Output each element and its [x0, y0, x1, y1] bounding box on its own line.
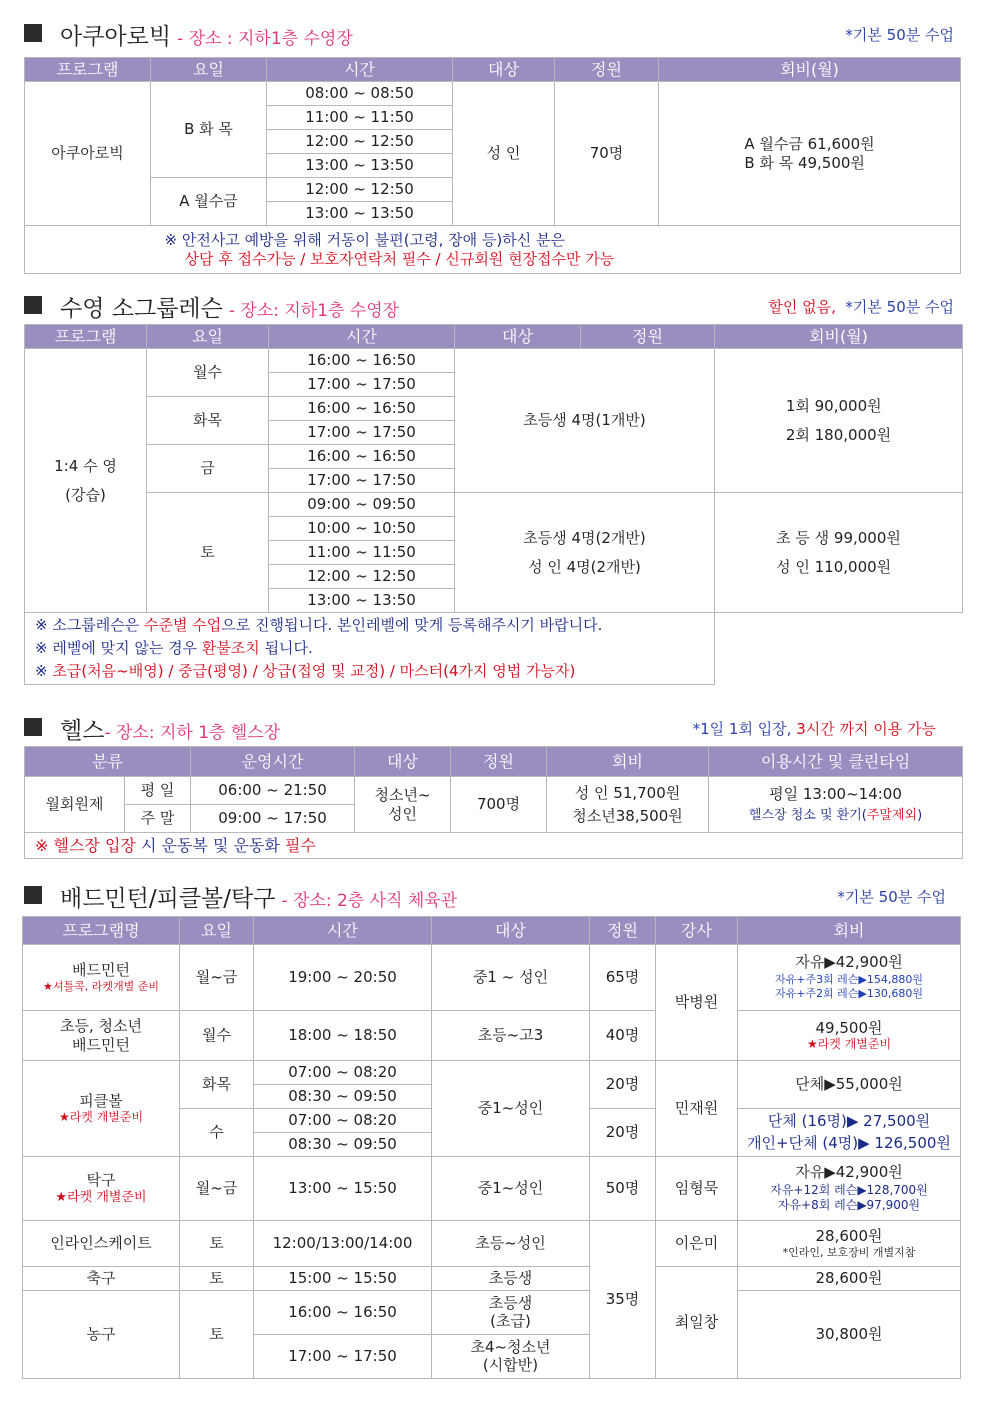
capacity-cell: 65명: [590, 945, 656, 1011]
table-row: [23, 1157, 961, 1221]
section-title: 수영 소그룹레슨: [60, 296, 223, 322]
day-cell: 주 말: [125, 805, 191, 833]
coach-cell: 민재원: [656, 1061, 738, 1157]
section-location: - 장소: 지하1층 수영장: [228, 301, 400, 321]
time-cell: 16:00 ~ 16:50: [269, 445, 455, 469]
time-cell: 17:00 ~ 17:50: [269, 469, 455, 493]
coach-cell: 임형묵: [656, 1157, 738, 1221]
program-cell: 초등, 청소년 배드민턴: [23, 1011, 180, 1061]
target-cell: 초등~고3: [432, 1011, 590, 1061]
table-header-row: [25, 325, 963, 349]
day-cell: 토: [180, 1221, 254, 1267]
program-cell: 배드민턴 ★셔틀콕, 라켓개별 준비: [23, 945, 180, 1011]
target-cell: 중1~성인: [432, 1157, 590, 1221]
time-cell: 08:30 ~ 09:50: [254, 1133, 432, 1157]
header-cell: 회비: [547, 747, 709, 777]
time-cell: 13:00 ~ 13:50: [269, 589, 455, 613]
time-cell: 16:00 ~ 16:50: [254, 1291, 432, 1335]
header-cell: 분류: [25, 747, 191, 777]
header-cell: 정원: [581, 325, 715, 349]
table-row: [23, 1291, 961, 1335]
target-cell: 초등생: [432, 1267, 590, 1291]
fee-cell: 단체 (16명)▶ 27,500원 개인+단체 (4명)▶ 126,500원: [738, 1109, 961, 1157]
capacity-cell: 20명: [590, 1109, 656, 1157]
time-cell: 19:00 ~ 20:50: [254, 945, 432, 1011]
target-cell: 중1 ~ 성인: [432, 945, 590, 1011]
capacity-cell: 50명: [590, 1157, 656, 1221]
header-cell: 운영시간: [191, 747, 355, 777]
day-cell: 토: [180, 1291, 254, 1379]
category-cell: 월회원제: [25, 777, 125, 833]
header-cell: 프로그램명: [23, 917, 180, 945]
aquarobic-table: [24, 57, 961, 274]
time-cell: 09:00 ~ 09:50: [269, 493, 455, 517]
no-discount-note: 할인 없음,: [768, 298, 836, 316]
target-cell: 청소년~ 성인: [355, 777, 451, 833]
clean-time-cell: 평일 13:00~14:00 헬스장 청소 및 환기(주말제외): [709, 777, 963, 833]
target-cell: 초등~성인: [432, 1221, 590, 1267]
capacity-cell: 700명: [451, 777, 547, 833]
section-location: - 장소: 2층 사직 체육관: [281, 891, 458, 911]
target-cell: 초등생 (초급): [432, 1291, 590, 1335]
sports-section-header: [24, 880, 964, 912]
time-cell: 11:00 ~ 11:50: [267, 106, 453, 130]
capacity-cell: 20명: [590, 1061, 656, 1109]
swim-section-header: [24, 290, 964, 322]
section-location: - 장소: 지하 1층 헬스장: [104, 723, 281, 743]
fee-cell: 자유▶42,900원 자유+주3회 레슨▶154,880원 자유+주2회 레슨▶130,680원: [738, 945, 961, 1011]
fee-cell: [659, 82, 961, 226]
target-cell: 초등생 4명(2개반) 성 인 4명(2개반): [455, 493, 715, 613]
time-cell: 07:00 ~ 08:20: [254, 1109, 432, 1133]
table-row: [25, 777, 963, 805]
time-cell: 16:00 ~ 16:50: [269, 397, 455, 421]
header-cell: 회비(월): [715, 325, 963, 349]
time-cell: 12:00 ~ 12:50: [267, 178, 453, 202]
day-cell: 월수: [147, 349, 269, 397]
header-cell: 이용시간 및 클린타임: [709, 747, 963, 777]
day-cell: 평 일: [125, 777, 191, 805]
section-note: *1일 1회 입장,: [692, 720, 797, 738]
time-cell: 13:00 ~ 13:50: [267, 154, 453, 178]
target-cell: 성 인: [453, 82, 555, 226]
header-cell: 대상: [453, 58, 555, 82]
target-cell: 초등생 4명(1개반): [455, 349, 715, 493]
header-cell: 대상: [432, 917, 590, 945]
note-line: 상담 후 접수가능 / 보호자연락처 필수 / 신규회원 현장접수만 가능: [184, 249, 615, 268]
time-cell: 17:00 ~ 17:50: [254, 1335, 432, 1379]
time-cell: 18:00 ~ 18:50: [254, 1011, 432, 1061]
day-cell: B 화 목: [151, 82, 267, 178]
day-cell: 월~금: [180, 1157, 254, 1221]
header-cell: 대상: [455, 325, 581, 349]
square-bullet-icon: [24, 296, 42, 314]
target-cell: 중1~성인: [432, 1061, 590, 1157]
time-cell: 12:00/13:00/14:00: [254, 1221, 432, 1267]
table-header-row: [23, 917, 961, 945]
table-row: [23, 1011, 961, 1061]
capacity-cell: 40명: [590, 1011, 656, 1061]
day-cell: 토: [147, 493, 269, 613]
health-table: [24, 746, 963, 859]
capacity-cell: 35명: [590, 1221, 656, 1379]
program-cell: 피클볼 ★라켓 개별준비: [23, 1061, 180, 1157]
header-cell: 요일: [147, 325, 269, 349]
time-cell: 07:00 ~ 08:20: [254, 1061, 432, 1085]
table-row: [25, 82, 961, 106]
header-cell: 프로그램: [25, 325, 147, 349]
time-cell: 15:00 ~ 15:50: [254, 1267, 432, 1291]
notes-cell: ※ 헬스장 입장 시 운동복 및 운동화 필수: [25, 833, 963, 859]
time-cell: 13:00 ~ 13:50: [267, 202, 453, 226]
program-cell: 축구: [23, 1267, 180, 1291]
target-cell: 초4~청소년 (시합반): [432, 1335, 590, 1379]
day-cell: 토: [180, 1267, 254, 1291]
header-cell: 시간: [267, 58, 453, 82]
swim-table: [24, 324, 963, 685]
header-cell: 요일: [151, 58, 267, 82]
header-cell: 회비(월): [659, 58, 961, 82]
header-cell: 프로그램: [25, 58, 151, 82]
program-cell: 농구: [23, 1291, 180, 1379]
capacity-cell: 70명: [555, 82, 659, 226]
square-bullet-icon: [24, 24, 42, 42]
section-note-emphasis: 3시간 까지 이용 가능: [796, 720, 936, 738]
sports-table: [22, 916, 961, 1379]
note-line: ※ 안전사고 예방을 위해 거동이 불편(고령, 장애 등)하신 분은: [164, 230, 565, 249]
table-row: [23, 1061, 961, 1085]
header-cell: 정원: [555, 58, 659, 82]
table-row: [25, 493, 963, 517]
table-header-row: [25, 58, 961, 82]
table-row: [25, 349, 963, 373]
day-cell: 화목: [180, 1061, 254, 1109]
table-header-row: [25, 747, 963, 777]
time-cell: 11:00 ~ 11:50: [269, 541, 455, 565]
day-cell: A 월수금: [151, 178, 267, 226]
section-location: - 장소 : 지하1층 수영장: [177, 29, 353, 49]
section-title: 아쿠아로빅: [60, 24, 172, 50]
notes-row: [25, 613, 963, 685]
header-cell: 요일: [180, 917, 254, 945]
notes-cell: [151, 226, 961, 274]
health-section-header: [24, 712, 964, 744]
fee-cell: 단체▶55,000원: [738, 1061, 961, 1109]
header-cell: 정원: [590, 917, 656, 945]
program-cell: 탁구 ★라켓 개별준비: [23, 1157, 180, 1221]
notes-row: [25, 833, 963, 859]
coach-cell: 박병원: [656, 945, 738, 1061]
fee-line: A 월수금 61,600원: [744, 134, 875, 153]
table-row: [23, 1221, 961, 1267]
day-cell: 화목: [147, 397, 269, 445]
time-cell: 12:00 ~ 12:50: [267, 130, 453, 154]
square-bullet-icon: [24, 886, 42, 904]
day-cell: 월수: [180, 1011, 254, 1061]
header-cell: 시간: [254, 917, 432, 945]
aquarobic-section-header: [24, 18, 964, 50]
day-cell: 금: [147, 445, 269, 493]
time-cell: 10:00 ~ 10:50: [269, 517, 455, 541]
section-note: *기본 50분 수업: [845, 26, 954, 44]
table-row: [23, 1267, 961, 1291]
section-note: *기본 50분 수업: [837, 888, 946, 906]
notes-cell: ※ 소그룹레슨은 수준별 수업으로 진행됩니다. 본인레벨에 맞게 등록해주시기 바랍니다. ※ 레벨에 맞지 않는 경우 환불조치 됩니다. ※ 초급(처음~배영) / 중급(평영) / 상급(접영 및 교정) / 마스터(4가지 영법 가능자): [25, 613, 715, 685]
header-cell: 대상: [355, 747, 451, 777]
section-title: 배드민턴/피클볼/탁구: [60, 886, 276, 912]
day-cell: 수: [180, 1109, 254, 1157]
time-cell: 13:00 ~ 15:50: [254, 1157, 432, 1221]
fee-cell: 28,600원 *인라인, 보호장비 개별지참: [738, 1221, 961, 1267]
time-cell: 08:00 ~ 08:50: [267, 82, 453, 106]
fee-cell: 49,500원 ★라켓 개별준비: [738, 1011, 961, 1061]
program-cell: 아쿠아로빅: [25, 82, 151, 226]
time-cell: 17:00 ~ 17:50: [269, 373, 455, 397]
time-cell: 12:00 ~ 12:50: [269, 565, 455, 589]
time-cell: 08:30 ~ 09:50: [254, 1085, 432, 1109]
fee-cell: 자유▶42,900원 자유+12회 레슨▶128,700원 자유+8회 레슨▶97,900원: [738, 1157, 961, 1221]
notes-row: [25, 226, 961, 274]
fee-cell: 30,800원: [738, 1291, 961, 1379]
fee-cell: 1회 90,000원 2회 180,000원: [715, 349, 963, 493]
table-row: [23, 945, 961, 1011]
time-cell: 17:00 ~ 17:50: [269, 421, 455, 445]
fee-cell: 28,600원: [738, 1267, 961, 1291]
fee-line: B 화 목 49,500원: [744, 153, 865, 172]
coach-cell: 최일창: [656, 1267, 738, 1379]
coach-cell: 이은미: [656, 1221, 738, 1267]
fee-cell: 성 인 51,700원 청소년38,500원: [547, 777, 709, 833]
section-note: *기본 50분 수업: [845, 298, 954, 316]
program-cell: 인라인스케이트: [23, 1221, 180, 1267]
section-title: 헬스: [60, 718, 105, 744]
program-cell: 1:4 수 영 (강습): [25, 349, 147, 613]
header-cell: 시간: [269, 325, 455, 349]
square-bullet-icon: [24, 718, 42, 736]
time-cell: 09:00 ~ 17:50: [191, 805, 355, 833]
header-cell: 강사: [656, 917, 738, 945]
time-cell: 16:00 ~ 16:50: [269, 349, 455, 373]
time-cell: 06:00 ~ 21:50: [191, 777, 355, 805]
header-cell: 회비: [738, 917, 961, 945]
fee-cell: 초 등 생 99,000원 성 인 110,000원: [715, 493, 963, 613]
day-cell: 월~금: [180, 945, 254, 1011]
header-cell: 정원: [451, 747, 547, 777]
